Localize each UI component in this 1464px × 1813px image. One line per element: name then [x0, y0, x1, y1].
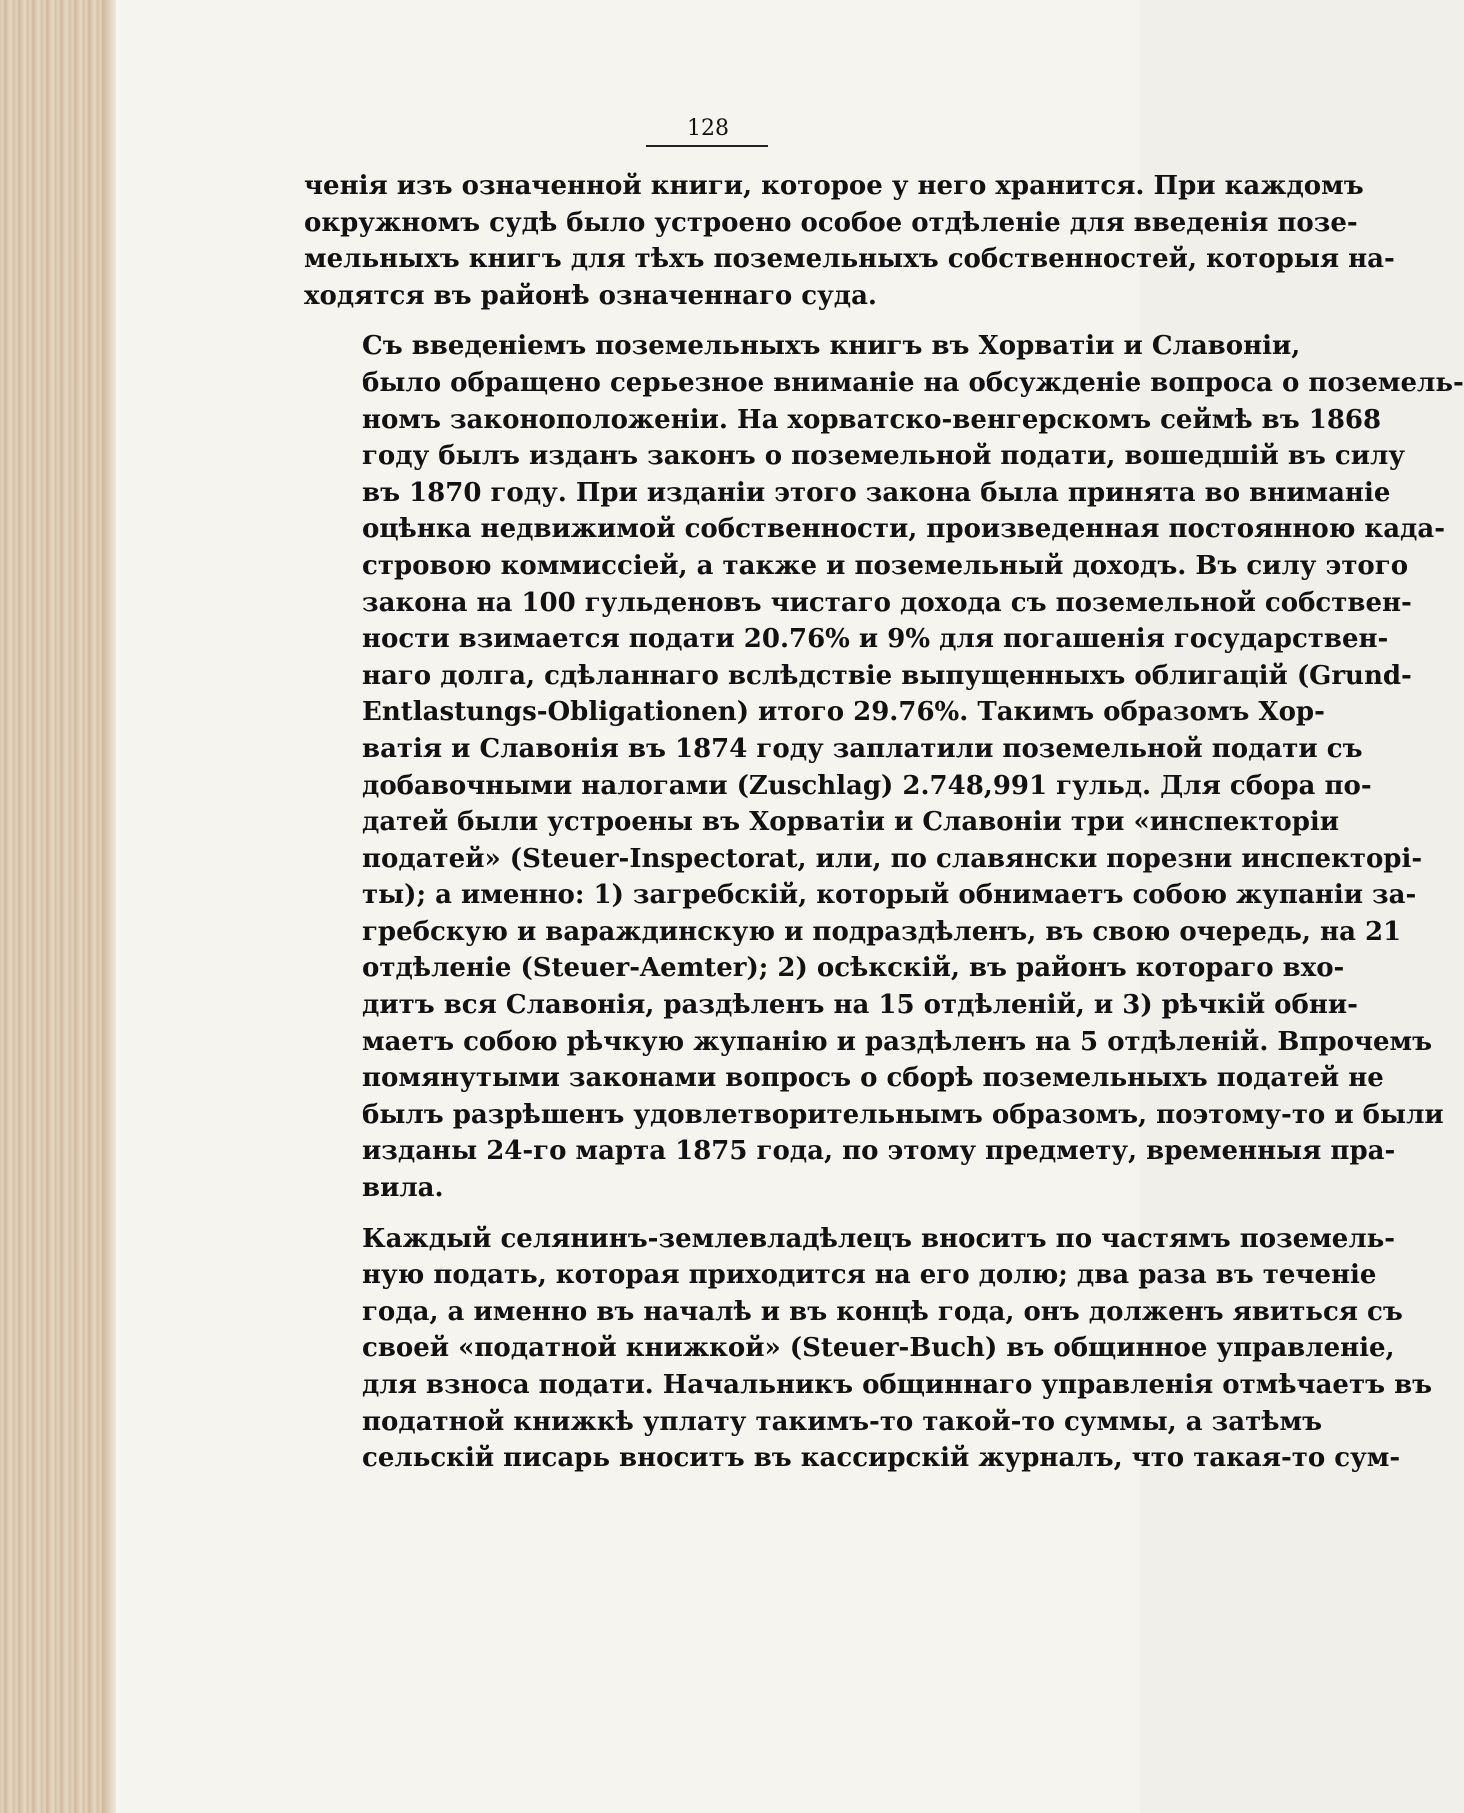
paragraph-3 — [304, 1221, 1433, 1477]
text-line: ходятся въ районѣ означеннаго суда. — [304, 280, 877, 311]
text-line: ную подать, которая приходится на его долю; два раза въ теченіе — [362, 1260, 1377, 1291]
paragraph-2 — [304, 328, 1464, 1206]
text-line: датей были устроены въ Хорватіи и Славоніи три «инспекторіи — [362, 807, 1340, 838]
text-line: для взноса подати. Начальникъ общиннаго управленія отмѣчаетъ въ — [362, 1370, 1433, 1400]
text-line: въ 1870 году. При изданіи этого закона была принята во вниманіе — [362, 477, 1391, 508]
text-line: ченія изъ означенной книги, которое у него хранится. При каждомъ — [304, 171, 1364, 201]
text-line: мельныхъ книгъ для тѣхъ поземельныхъ собственностей, которыя на- — [304, 244, 1395, 275]
text-line: наго долга, сдѣланнаго вслѣдствіе выпущенныхъ облигацій (Grund- — [362, 660, 1412, 691]
body-text — [304, 168, 1464, 1477]
page-number: 128 — [687, 116, 729, 141]
text-line: податной книжкѣ уплату такимъ-то такой-то суммы, а затѣмъ — [362, 1406, 1323, 1437]
text-line: было обращено серьезное вниманіе на обсужденіе вопроса о поземель- — [362, 367, 1464, 398]
text-line: году былъ изданъ законъ о поземельной подати, вошедшій въ силу — [362, 441, 1405, 472]
paragraph-1 — [304, 168, 1395, 314]
text-line: маетъ собою рѣчкую жупанію и раздѣленъ на 5 отдѣленій. Впрочемъ — [362, 1026, 1433, 1057]
text-line: оцѣнка недвижимой собственности, произведенная постоянною када- — [362, 514, 1446, 545]
text-line: Съ введеніемъ поземельныхъ книгъ въ Хорватіи и Славоніи, — [362, 331, 1301, 362]
book-spine-edge — [0, 0, 102, 1813]
text-line: окружномъ судѣ было устроено особое отдѣленіе для введенія позе- — [304, 207, 1358, 238]
text-line: ватія и Славонія въ 1874 году заплатили поземельной подати съ — [362, 733, 1363, 764]
text-line: гребскую и вараждинскую и подраздѣленъ, въ свою очередь, на 21 — [362, 916, 1402, 947]
text-line: стровою коммиссіей, а также и поземельный доходъ. Въ силу этого — [362, 550, 1409, 581]
text-line: дитъ вся Славонія, раздѣленъ на 15 отдѣленій, и 3) рѣчкій обни- — [362, 990, 1358, 1021]
text-line: вила. — [362, 1173, 444, 1204]
text-line: помянутыми законами вопросъ о сборѣ поземельныхъ податей не — [362, 1063, 1384, 1094]
text-line: Каждый селянинъ-землевладѣлецъ вноситъ по частямъ поземель- — [362, 1223, 1396, 1254]
text-line: сельскій писарь вноситъ въ кассирскій журналъ, что такая-то сум- — [362, 1443, 1401, 1474]
text-line: номъ законоположеніи. На хорватско-венгерскомъ сеймѣ въ 1868 — [362, 404, 1382, 435]
text-line: года, а именно въ началѣ и въ концѣ года, онъ долженъ явиться съ — [362, 1296, 1403, 1327]
text-line: Entlastungs-Obligationen) итого 29.76%. Такимъ образомъ Хор- — [362, 697, 1325, 728]
page-number-rule — [646, 145, 768, 147]
text-line: своей «податной книжкой» (Steuer-Buch) въ общинное управленіе, — [362, 1333, 1395, 1364]
text-line: изданы 24-го марта 1875 года, по этому предмету, временныя пра- — [362, 1136, 1396, 1167]
text-line: былъ разрѣшенъ удовлетворительнымъ образомъ, поэтому-то и были — [362, 1099, 1444, 1130]
text-line: ности взимается подати 20.76% и 9% для погашенія государствен- — [362, 624, 1389, 655]
text-line: податей» (Steuer-Inspectorat, или, по славянски порезни инспекторі- — [362, 843, 1423, 874]
text-line: добавочными налогами (Zuschlag) 2.748,991 гульд. Для сбора по- — [362, 770, 1372, 801]
text-line: отдѣленіе (Steuer-Aemter); 2) осѣкскій, въ районъ котораго вхо- — [362, 953, 1345, 984]
text-line: закона на 100 гульденовъ чистаго дохода съ поземельной собствен- — [362, 587, 1412, 618]
text-line: ты); а именно: 1) загребскій, который обнимаетъ собою жупаніи за- — [362, 880, 1417, 911]
